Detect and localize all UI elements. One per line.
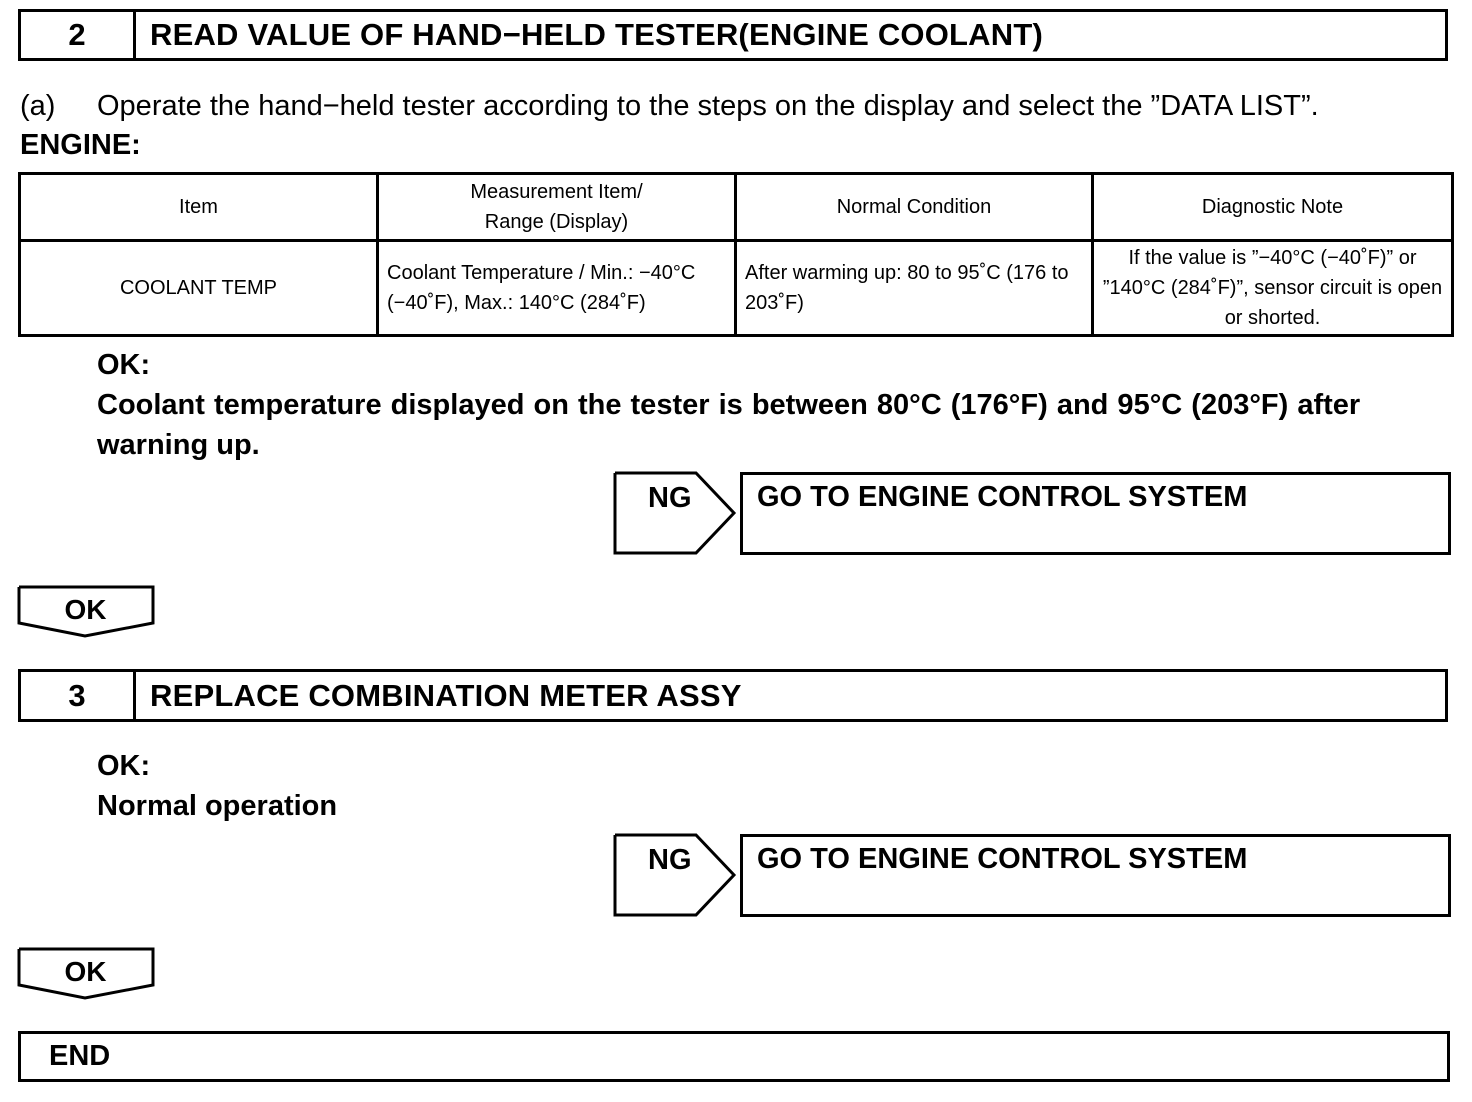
ng-label: NG (648, 844, 692, 876)
header-measurement: Measurement Item/ Range (Display) (378, 174, 736, 241)
ok-arrow-label: OK (64, 594, 107, 625)
ok-criteria-label: OK: (97, 750, 151, 782)
ng-action-box[interactable]: GO TO ENGINE CONTROL SYSTEM (740, 472, 1451, 555)
cell-range: Coolant Temperature / Min.: −40°C (−40˚F), Max.: 140°C (284˚F) (378, 241, 736, 336)
cell-item: COOLANT TEMP (20, 241, 378, 336)
table-row (20, 241, 1453, 336)
step-number: 2 (21, 12, 136, 58)
ok-criteria-line-2: warning up. (97, 429, 260, 461)
ng-label: NG (648, 482, 692, 514)
step-2-header (18, 9, 1448, 61)
header-diagnostic-note: Diagnostic Note (1093, 174, 1453, 241)
step-title: REPLACE COMBINATION METER ASSY (150, 677, 742, 713)
instruction-marker: (a) (20, 90, 56, 122)
ok-criteria-line-1: Coolant temperature displayed on the tester is between 80°C (176°F) and 95°C (203°F) after (97, 389, 1361, 421)
cell-note: If the value is ”−40°C (−40˚F)” or ”140°C (284˚F)”, sensor circuit is open or shorted. (1093, 241, 1453, 336)
ok-criteria-label: OK: (97, 349, 151, 381)
ng-action-box[interactable]: GO TO ENGINE CONTROL SYSTEM (740, 834, 1451, 917)
ok-arrow-label: OK (64, 956, 107, 987)
step-3-header (18, 669, 1448, 722)
data-list-table (18, 172, 1454, 337)
cell-normal: After warming up: 80 to 95˚C (176 to 203˚F) (736, 241, 1093, 336)
instruction-text: Operate the hand−held tester according to the steps on the display and select the ”DATA LIST”. (97, 90, 1319, 122)
table-header-row (20, 174, 1453, 241)
section-label: ENGINE: (20, 129, 141, 161)
step-title: READ VALUE OF HAND−HELD TESTER(ENGINE COOLANT) (150, 17, 1044, 52)
ok-criteria-text: Normal operation (97, 790, 338, 822)
header-normal-condition: Normal Condition (736, 174, 1093, 241)
end-box: END (18, 1031, 1450, 1082)
header-item: Item (20, 174, 378, 241)
step-number: 3 (21, 672, 136, 719)
